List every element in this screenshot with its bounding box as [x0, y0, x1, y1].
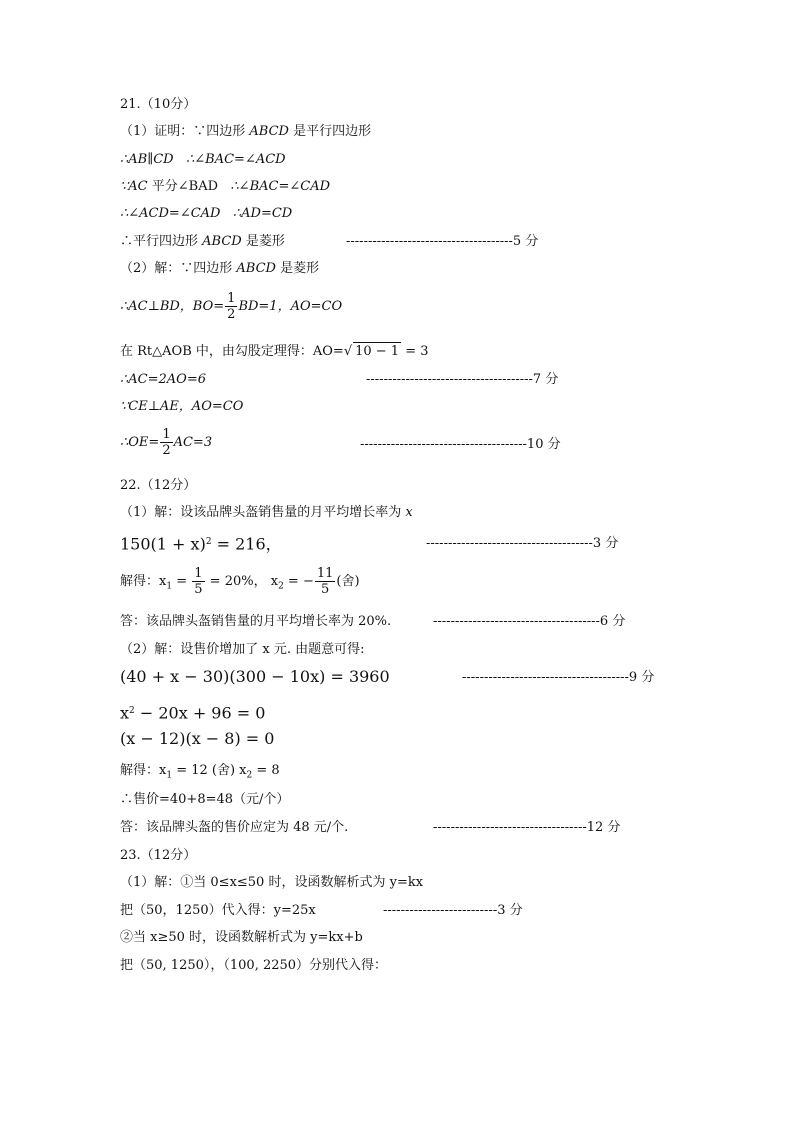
q21-step8: ∴AC=2AO=6: [120, 372, 206, 387]
q22-score-12: -----------------------------------12 分: [433, 820, 621, 835]
q22-header: 22.（12分）: [120, 478, 197, 493]
q21-step10: ∴OE= $\frac{1}{2}$ AC=3: [120, 427, 213, 458]
q23-substitution1: 把（50，1250）代入得：y=25x: [120, 903, 316, 918]
q21-step6: ∴AC⊥BD，BO= $\frac{1}{2}$ BD=1，AO=CO: [120, 291, 343, 322]
q21-step4: ∴平行四边形 ABCD 是菱形: [120, 234, 285, 249]
q22-equation3: $x^2 - 20x + 96 = 0$: [120, 703, 266, 723]
q22-solution2: 解得：$x_1 = 12$ (舍) $x_2 = 8$: [120, 763, 280, 781]
q22-equation2: (40 + x − 30)(300 − 10x) = 3960: [120, 667, 390, 686]
q21-step9: ∵CE⊥AE，AO=CO: [120, 399, 244, 414]
q21-score-5: --------------------------------------5 分: [346, 234, 539, 249]
q23-part1-case2: ②当 x≥50 时，设函数解析式为 y=kx+b: [120, 930, 363, 945]
q21-score-7: --------------------------------------7 分: [366, 372, 559, 387]
q23-score-3: --------------------------3 分: [383, 903, 523, 918]
q21-step1: ∴AB∥CD ∴∠BAC=∠ACD: [120, 152, 286, 167]
q23-substitution2: 把（50, 1250），（100, 2250）分别代入得：: [120, 958, 388, 973]
q23-header: 23.（12分）: [120, 848, 197, 863]
fraction-half: $\frac{1}{2}$: [227, 291, 236, 322]
q21-part2-intro: （2）解：∵四边形 ABCD 是菱形: [120, 261, 320, 276]
q22-part2-intro: （2）解：设售价增加了 x 元. 由题意可得:: [120, 642, 365, 657]
q21-header: 21.（10分）: [120, 97, 197, 112]
q23-part1-intro: （1）解：①当 0≤x≤50 时，设函数解析式为 y=kx: [120, 875, 424, 890]
q22-equation4: (x − 12)(x − 8) = 0: [120, 729, 275, 748]
q22-score-6: --------------------------------------6 分: [433, 614, 626, 629]
q22-answer1: 答：该品牌头盔销售量的月平均增长率为 20%.: [120, 614, 392, 629]
q22-part1-intro: （1）解：设该品牌头盔销售量的月平均增长率为 x: [120, 505, 413, 520]
q22-answer2: 答：该品牌头盔的售价应定为 48 元/个.: [120, 820, 349, 835]
q22-score-9: --------------------------------------9 分: [462, 670, 655, 685]
q21-step3: ∴∠ACD=∠CAD ∴AD=CD: [120, 206, 293, 221]
fraction-half: $\frac{1}{2}$: [162, 427, 171, 458]
q22-solution1: 解得：$x_1$ = $\frac{1}{5}$ = 20%， $x_2$ = − $\frac{11}{5}$ (舍): [120, 566, 360, 597]
q21-score-10: --------------------------------------10 分: [360, 437, 561, 452]
q21-step2: ∵AC 平分∠BAD ∴∠BAC=∠CAD: [120, 179, 331, 194]
q22-price: ∴售价=40+8=48（元/个）: [120, 792, 290, 807]
q21-part1-intro: （1）证明：∵四边形 ABCD 是平行四边形: [120, 124, 372, 139]
q22-score-3: --------------------------------------3 分: [426, 536, 619, 551]
q22-equation1: $150(1 + x)^2 = 216$，: [120, 534, 282, 554]
q21-step7: 在 Rt△AOB 中，由勾股定理得：AO=√ 10 − 1 = 3: [120, 344, 429, 359]
